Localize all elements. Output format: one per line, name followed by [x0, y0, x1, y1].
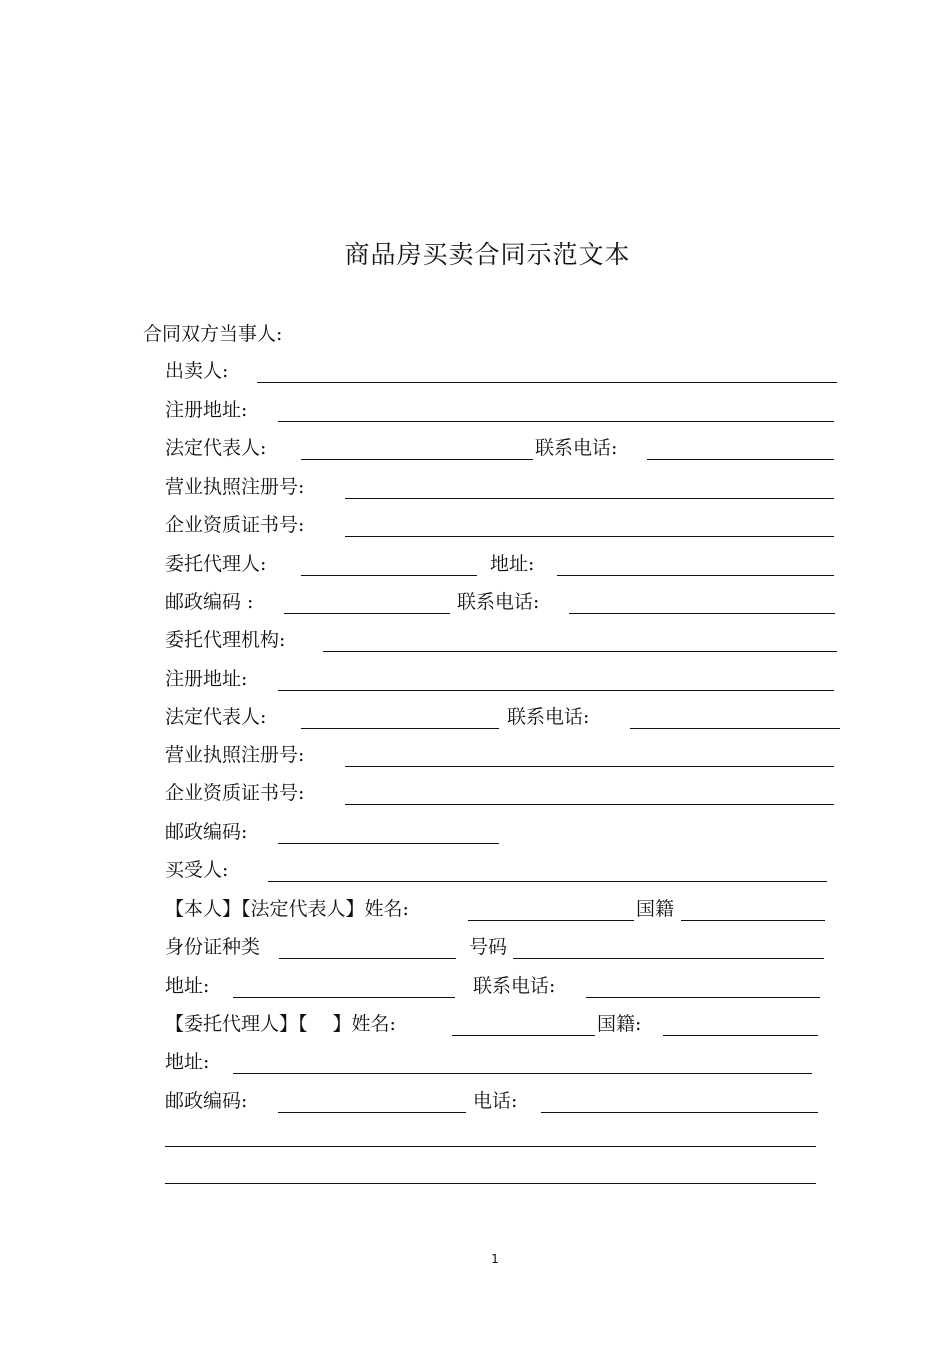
agency-name-row: [0, 627, 950, 657]
buyer-agent-nationality-label: 国籍:: [597, 1013, 642, 1035]
blank-line-field[interactable]: [165, 1146, 816, 1147]
agency-address-field[interactable]: [278, 690, 834, 691]
seller-name-row: [0, 358, 950, 388]
agency-name-field[interactable]: [323, 651, 837, 652]
buyer-agent-phone-field[interactable]: [541, 1112, 818, 1113]
buyer-name-label: 买受人:: [165, 859, 229, 881]
seller-agent-address-field[interactable]: [557, 575, 834, 576]
buyer-agent-label: 【委托代理人】【 】姓名:: [165, 1013, 396, 1035]
seller-address-row: [0, 397, 950, 427]
buyer-id-row: [0, 934, 950, 964]
agency-name-label: 委托代理机构:: [165, 629, 286, 651]
buyer-self-row: [0, 896, 950, 926]
buyer-self-name-field[interactable]: [468, 920, 634, 921]
buyer-number-label: 号码: [469, 936, 508, 958]
buyer-agent-address-field[interactable]: [233, 1073, 812, 1074]
buyer-postcode-row: [0, 1088, 950, 1118]
agency-postcode-label: 邮政编码:: [165, 821, 248, 843]
seller-agent-address-label: 地址:: [490, 553, 535, 575]
buyer-agent-name-field[interactable]: [452, 1035, 595, 1036]
buyer-agent-address-label: 地址:: [165, 1051, 210, 1073]
buyer-phone-field[interactable]: [586, 997, 820, 998]
seller-phone-label: 联系电话:: [535, 437, 618, 459]
seller-license-field[interactable]: [345, 498, 834, 499]
buyer-postcode-label: 邮政编码:: [165, 1090, 248, 1112]
seller-agent-row: [0, 551, 950, 581]
buyer-id-type-label: 身份证种类: [165, 936, 261, 958]
agency-qualification-field[interactable]: [345, 804, 834, 805]
agency-qualification-label: 企业资质证书号:: [165, 782, 305, 804]
seller-postcode-field[interactable]: [284, 613, 450, 614]
seller-phone-field[interactable]: [647, 459, 834, 460]
buyer-address-label: 地址:: [165, 975, 210, 997]
buyer-agent-phone-label: 电话:: [473, 1090, 518, 1112]
buyer-name-field[interactable]: [268, 881, 827, 882]
buyer-nationality-field[interactable]: [681, 920, 825, 921]
agency-address-row: [0, 666, 950, 696]
buyer-self-label: 【本人】【法定代表人】姓名:: [165, 898, 409, 920]
buyer-name-row: [0, 857, 950, 887]
agency-license-field[interactable]: [345, 766, 834, 767]
seller-address-label: 注册地址:: [165, 399, 248, 421]
seller-agent-label: 委托代理人:: [165, 553, 267, 575]
buyer-number-field[interactable]: [513, 958, 824, 959]
document-title: 商品房买卖合同示范文本: [344, 240, 631, 269]
buyer-agent-nationality-field[interactable]: [663, 1035, 818, 1036]
seller-qualification-label: 企业资质证书号:: [165, 514, 305, 536]
agency-postcode-field[interactable]: [278, 843, 499, 844]
buyer-address-row: [0, 973, 950, 1003]
seller-postcode-row: [0, 589, 950, 619]
buyer-nationality-label: 国籍: [636, 898, 675, 920]
blank-line-field[interactable]: [165, 1183, 816, 1184]
agency-license-row: [0, 742, 950, 772]
seller-license-label: 营业执照注册号:: [165, 476, 305, 498]
parties-heading: 合同双方当事人:: [143, 323, 283, 345]
agency-legal-rep-label: 法定代表人:: [165, 706, 267, 728]
buyer-agent-row: [0, 1011, 950, 1041]
agency-phone-field[interactable]: [630, 728, 840, 729]
seller-address-field[interactable]: [278, 421, 834, 422]
buyer-address-field[interactable]: [233, 997, 455, 998]
agency-license-label: 营业执照注册号:: [165, 744, 305, 766]
seller-agent-field[interactable]: [301, 575, 477, 576]
seller-legal-rep-field[interactable]: [301, 459, 533, 460]
buyer-postcode-field[interactable]: [278, 1112, 466, 1113]
buyer-agent-address-row: [0, 1049, 950, 1079]
seller-postcode-label: 邮政编码 :: [165, 591, 254, 613]
seller-legal-rep-label: 法定代表人:: [165, 437, 267, 459]
seller-qualification-row: [0, 512, 950, 542]
seller-license-row: [0, 474, 950, 504]
seller-agent-phone-field[interactable]: [569, 613, 835, 614]
agency-qualification-row: [0, 780, 950, 810]
seller-qualification-field[interactable]: [345, 536, 834, 537]
agency-legal-rep-field[interactable]: [301, 728, 499, 729]
seller-name-label: 出卖人:: [165, 360, 229, 382]
seller-legal-rep-row: [0, 435, 950, 465]
agency-address-label: 注册地址:: [165, 668, 248, 690]
agency-legal-rep-row: [0, 704, 950, 734]
page-number: 1: [491, 1252, 499, 1266]
buyer-phone-label: 联系电话:: [473, 975, 556, 997]
agency-postcode-row: [0, 819, 950, 849]
seller-agent-phone-label: 联系电话:: [457, 591, 540, 613]
seller-name-field[interactable]: [257, 382, 837, 383]
buyer-id-type-field[interactable]: [279, 958, 456, 959]
agency-phone-label: 联系电话:: [507, 706, 590, 728]
